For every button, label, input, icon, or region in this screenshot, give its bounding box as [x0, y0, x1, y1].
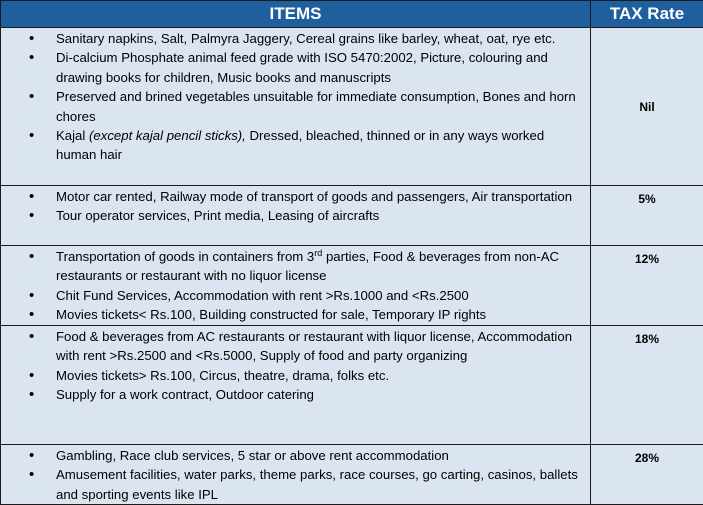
table-row — [1, 186, 703, 246]
table-row — [1, 445, 703, 505]
item-text: Dressed, bleached, thinned or in any ways worked human hair — [56, 128, 545, 163]
list-item: • Motor car rented, Railway mode of transport of goods and passengers, Air transportation — [1, 187, 586, 206]
item-list — [1, 247, 586, 325]
list-item: • Di-calcium Phosphate animal feed grade with ISO 5470:2002, Picture, colouring and drawing books for children, Music books and manuscripts — [1, 48, 586, 87]
items-header: ITEMS — [1, 1, 591, 28]
list-item: • Food & beverages from AC restaurants or restaurant with liquor license, Accommodation with rent >Rs.2500 and <Rs.5000, Supply of food and party organizing — [1, 327, 586, 366]
list-item: • Sanitary napkins, Salt, Palmyra Jaggery, Cereal grains like barley, wheat, oat, rye etc. — [1, 29, 586, 48]
list-item: • Preserved and brined vegetables unsuitable for immediate consumption, Bones and horn chores — [1, 87, 586, 126]
tax-rate-cell: Nil — [591, 28, 703, 186]
item-text: parties, Food & beverages from non-AC restaurants or restaurant with no liquor license — [56, 249, 560, 284]
item-list — [1, 29, 586, 165]
table-row — [1, 246, 703, 326]
header-row — [1, 1, 703, 28]
item-text: Transportation of goods in containers from 3 — [56, 249, 315, 264]
tax-rate-cell: 12% — [591, 246, 703, 326]
list-item: • Movies tickets> Rs.100, Circus, theatre, drama, folks etc. — [1, 366, 586, 385]
item-list — [1, 187, 586, 226]
superscript: rd — [314, 248, 323, 258]
item-list — [1, 327, 586, 405]
list-item — [1, 126, 586, 165]
items-cell — [1, 445, 591, 505]
list-item: • Supply for a work contract, Outdoor catering — [1, 385, 586, 404]
tax-rate-cell: 28% — [591, 445, 703, 505]
tax-rate-header: TAX Rate — [591, 1, 703, 28]
table-row — [1, 28, 703, 186]
list-item: • Chit Fund Services, Accommodation with rent >Rs.1000 and <Rs.2500 — [1, 286, 586, 305]
list-item: • Movies tickets< Rs.100, Building constructed for sale, Temporary IP rights — [1, 305, 586, 324]
items-cell — [1, 246, 591, 326]
list-item: • Amusement facilities, water parks, theme parks, race courses, go carting, casinos, ballets and sporting events like IPL — [1, 465, 586, 504]
items-cell — [1, 326, 591, 445]
tax-rate-cell: 18% — [591, 326, 703, 445]
item-list — [1, 446, 586, 504]
item-italic-text: (except kajal pencil sticks), — [89, 128, 246, 144]
table-row — [1, 326, 703, 445]
list-item: • Gambling, Race club services, 5 star or above rent accommodation — [1, 446, 586, 465]
items-cell — [1, 28, 591, 186]
items-cell — [1, 186, 591, 246]
item-text: Kajal — [56, 128, 89, 144]
list-item: • Tour operator services, Print media, Leasing of aircrafts — [1, 206, 586, 225]
tax-rate-cell: 5% — [591, 186, 703, 246]
list-item — [1, 247, 586, 286]
